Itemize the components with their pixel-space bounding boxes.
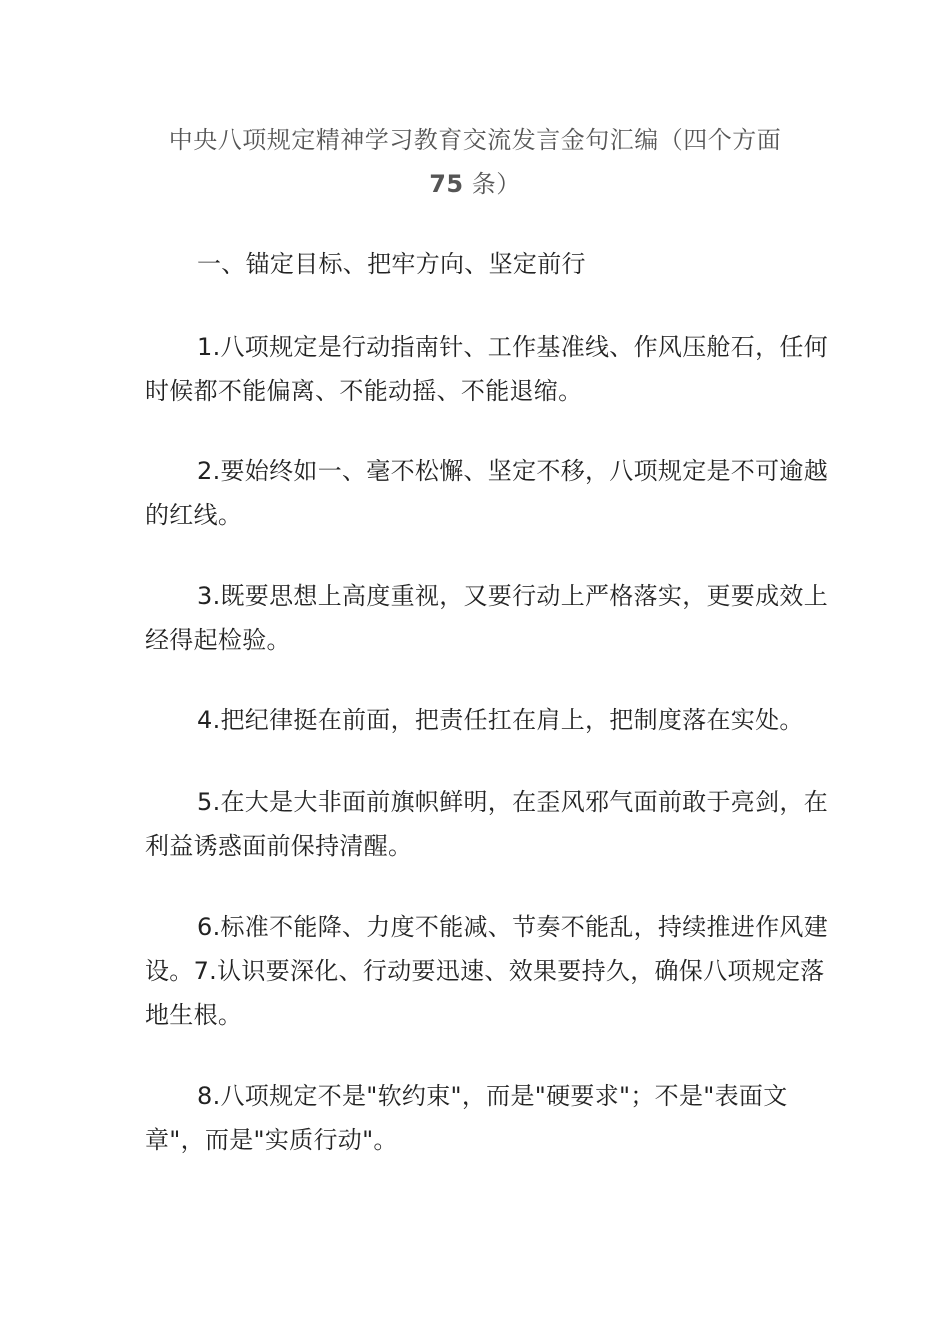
section-heading: 一、锚定目标、把牢方向、坚定前行 (197, 250, 586, 278)
quote-item-3: 3.既要思想上高度重视，又要行动上严格落实，更要成效上经得起检验。 (145, 582, 828, 654)
quote-item-5: 5.在大是大非面前旗帜鲜明，在歪风邪气面前敢于亮剑，在利益诱惑面前保持清醒。 (145, 788, 828, 860)
document-title (150, 118, 800, 206)
title-tail: 条） (471, 170, 521, 198)
quote-item-8: 8.八项规定不是"软约束"，而是"硬要求"；不是"表面文章"，而是"实质行动"。 (145, 1082, 788, 1154)
quote-item-6-7: 6.标准不能降、力度不能减、节奏不能乱，持续推进作风建设。7.认识要深化、行动要迅速、效果要持久，确保八项规定落地生根。 (145, 913, 828, 1029)
quote-item-2: 2.要始终如一、毫不松懈、坚定不移，八项规定是不可逾越的红线。 (145, 457, 828, 529)
title-text: 中央八项规定精神学习教育交流发言金句汇编（四个方面 (168, 126, 782, 154)
quote-item-4: 4.把纪律挺在前面，把责任扛在肩上，把制度落在实处。 (197, 706, 804, 734)
title-count: 75 (429, 170, 464, 198)
quote-item-1: 1.八项规定是行动指南针、工作基准线、作风压舱石，任何时候都不能偏离、不能动摇、不能退缩。 (145, 333, 828, 405)
